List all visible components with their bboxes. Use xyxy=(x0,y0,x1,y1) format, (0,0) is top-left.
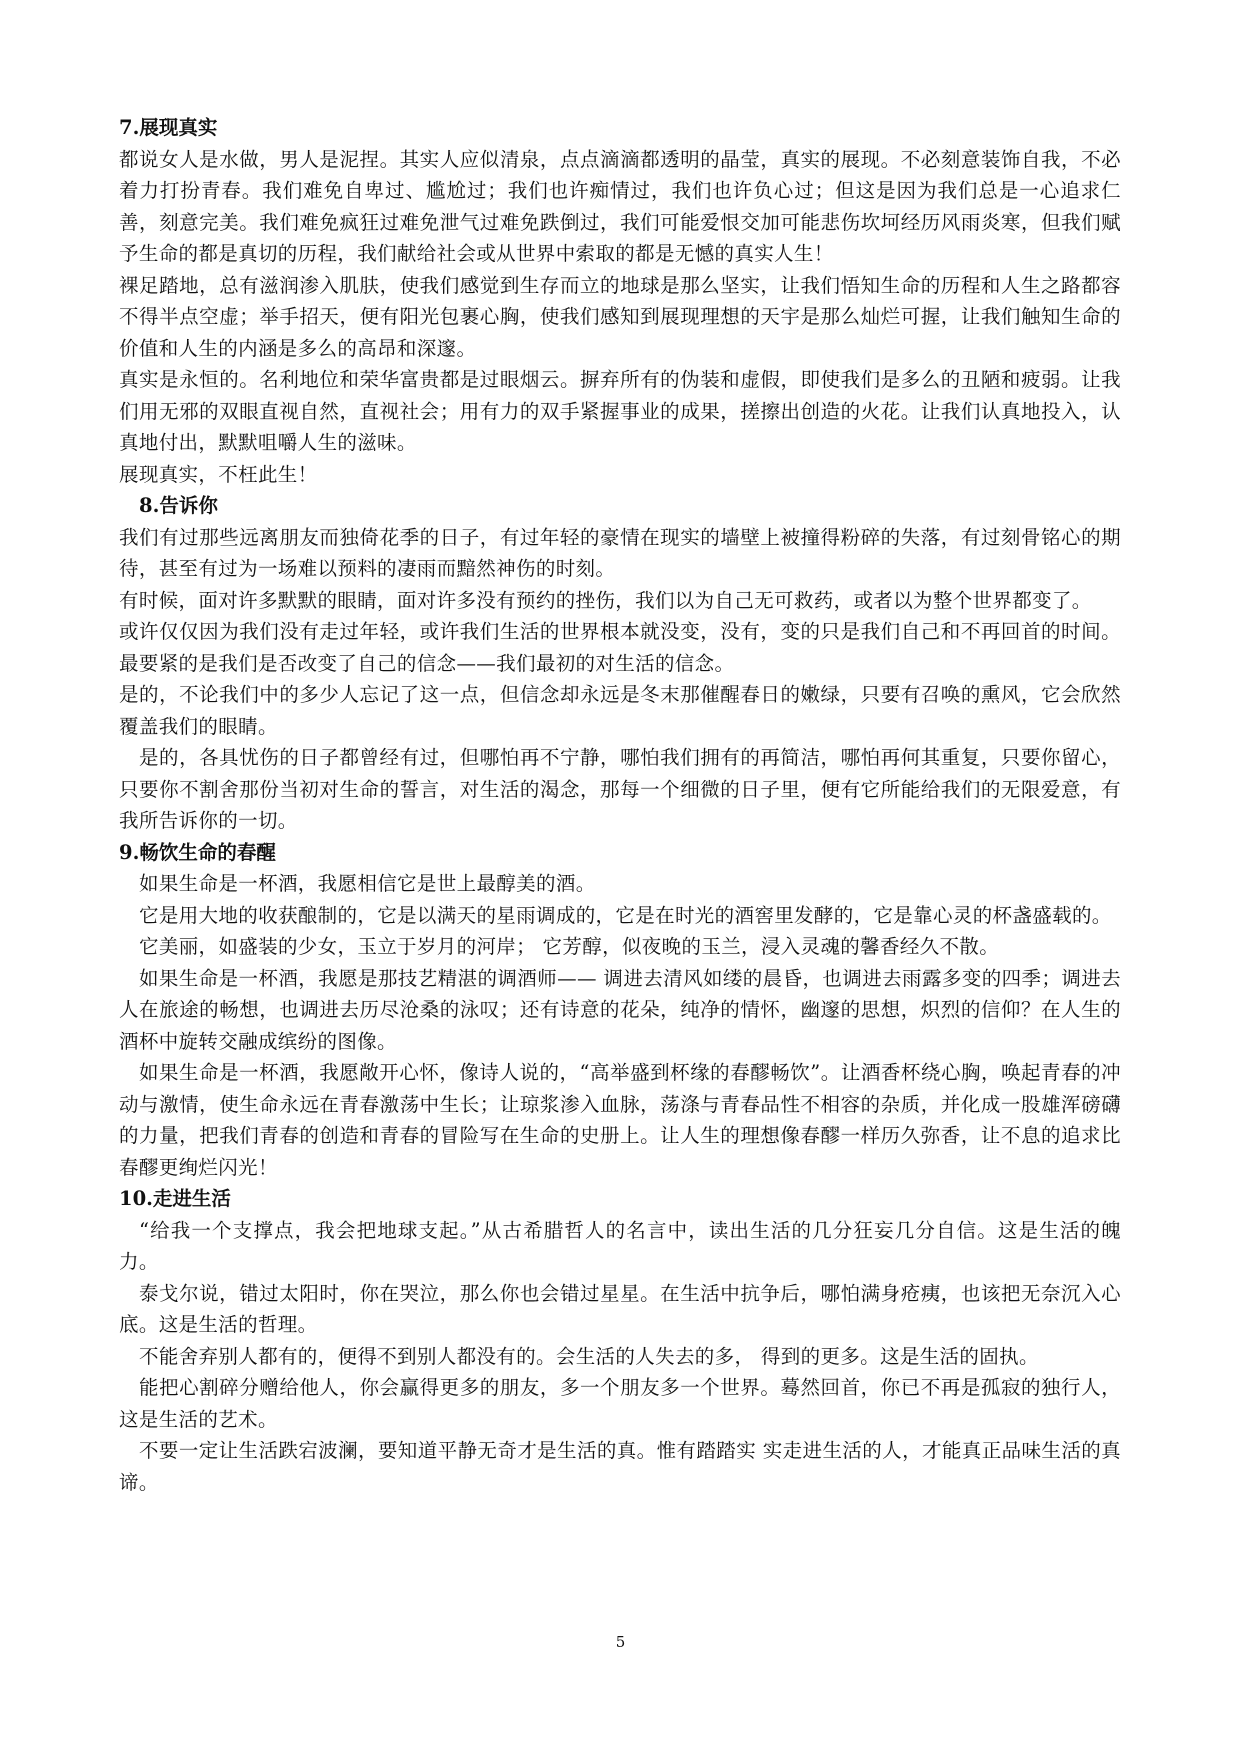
paragraph: 不要一定让生活跌宕波澜，要知道平静无奇才是生活的真。惟有踏踏实 实走进生活的人，才能真正品味生活的真谛。 xyxy=(119,1439,1121,1494)
paragraph: 真实是永恒的。名利地位和荣华富贵都是过眼烟云。摒弃所有的伪装和虚假，即使我们是多么的丑陋和疲弱。让我们用无邪的双眼直视自然，直视社会；用有力的双手紧握事业的成果，搓擦出创造的火花。让我们认真地投入，认真地付出，默默咀嚼人生的滋味。 xyxy=(119,368,1121,454)
paragraph: 如果生命是一杯酒，我愿是那技艺精湛的调酒师—— 调进去清风如缕的晨昏，也调进去雨露多变的四季；调进去人在旅途的畅想，也调进去历尽沧桑的泳叹；还有诗意的花朵，纯净的情怀，幽邃的思想，炽烈的信仰？在人生的酒杯中旋转交融成缤纷的图像。 xyxy=(119,966,1121,1053)
paragraph: 如果生命是一杯酒，我愿敞开心怀，像诗人说的，“高举盛到杯缘的春醪畅饮”。让酒香杯绕心胸，唤起青春的冲动与激情，使生命永远在青春激荡中生长；让琼浆渗入血脉，荡涤与青春品性不相容的杂质，并化成一股雄浑磅礴的力量，把我们青春的创造和青春的冒险写在生命的史册上。让人生的理想像春醪一样历久弥香，让不息的追求比春醪更绚烂闪光！ xyxy=(119,1061,1121,1179)
section-8 xyxy=(119,490,1121,837)
paragraph: “给我一个支撑点，我会把地球支起。”从古希腊哲人的名言中，读出生活的几分狂妄几分自信。这是生活的魄力。 xyxy=(119,1218,1121,1273)
paragraph: 如果生命是一杯酒，我愿相信它是世上最醇美的酒。 xyxy=(139,872,596,895)
section-heading: 10.走进生活 xyxy=(119,1187,231,1210)
paragraph: 展现真实，不枉此生！ xyxy=(119,462,318,486)
paragraph: 我们有过那些远离朋友而独倚花季的日子，有过年轻的豪情在现实的墙壁上被撞得粉碎的失落，有过刻骨铭心的期待，甚至有过为一场难以预料的凄雨而黯然神伤的时刻。 xyxy=(119,525,1121,580)
paragraph: 都说女人是水做，男人是泥捏。其实人应似清泉，点点滴滴都透明的晶莹，真实的展现。不必刻意装饰自我，不必着力打扮青春。我们难免自卑过、尴尬过；我们也许痴情过，我们也许负心过；但这是因为我们总是一心追求仁善，刻意完美。我们难免疯狂过难免泄气过难免跌倒过，我们可能爱恨交加可能悲伤坎坷经历风雨炎寒，但我们赋予生命的都是真切的历程，我们献给社会或从世界中索取的都是无憾的真实人生！ xyxy=(119,147,1121,265)
paragraph: 它美丽，如盛装的少女，玉立于岁月的河岸； 它芳醇，似夜晚的玉兰，浸入灵魂的馨香经久不散。 xyxy=(139,935,1000,958)
paragraph: 它是用大地的收获酿制的，它是以满天的星雨调成的，它是在时光的酒窖里发酵的，它是靠心灵的杯盏盛载的。 xyxy=(139,903,1112,927)
paragraph: 是的，各具忧伤的日子都曾经有过，但哪怕再不宁静，哪怕我们拥有的再简洁，哪怕再何其重复，只要你留心，只要你不割舍那份当初对生命的誓言，对生活的渴念，那每一个细微的日子里，便有它所能给我们的无限爱意，有我所告诉你的一切。 xyxy=(119,746,1121,832)
section-9 xyxy=(119,837,1121,1184)
paragraph: 不能舍弃别人都有的，便得不到别人都没有的。会生活的人失去的多， 得到的更多。这是生活的固执。 xyxy=(139,1344,1039,1368)
paragraph: 或许仅仅因为我们没有走过年轻，或许我们生活的世界根本就没变，没有，变的只是我们自己和不再回首的时间。最要紧的是我们是否改变了自己的信念——我们最初的对生活的信念。 xyxy=(119,620,1121,675)
paragraph: 泰戈尔说，错过太阳时，你在哭泣，那么你也会错过星星。在生活中抗争后，哪怕满身疮痍，也该把无奈沉入心底。这是生活的哲理。 xyxy=(119,1281,1121,1336)
paragraph: 是的，不论我们中的多少人忘记了这一点，但信念却永远是冬末那催醒春日的嫩绿，只要有召唤的熏风，它会欣然覆盖我们的眼睛。 xyxy=(119,683,1121,738)
paragraph: 有时候，面对许多默默的眼睛，面对许多没有预约的挫伤，我们以为自己无可救药，或者以为整个世界都变了。 xyxy=(119,588,1092,612)
page-number: 5 xyxy=(615,1633,626,1651)
section-heading: 9.畅饮生命的春醒 xyxy=(119,840,276,864)
section-7 xyxy=(119,112,1121,490)
section-10 xyxy=(119,1183,1121,1498)
section-heading: 8.告诉你 xyxy=(139,494,218,517)
page-content xyxy=(119,112,1121,1498)
paragraph: 裸足踏地，总有滋润渗入肌肤，使我们感觉到生存而立的地球是那么坚实，让我们悟知生命的历程和人生之路都容不得半点空虚；举手招天，便有阳光包裹心胸，使我们感知到展现理想的天宇是那么灿烂可握，让我们触知生命的价值和人生的内涵是多么的高昂和深邃。 xyxy=(119,273,1121,360)
section-heading: 7.展现真实 xyxy=(119,116,218,139)
paragraph: 能把心割碎分赠给他人，你会赢得更多的朋友，多一个朋友多一个世界。蓦然回首，你已不再是孤寂的独行人，这是生活的艺术。 xyxy=(119,1376,1121,1431)
